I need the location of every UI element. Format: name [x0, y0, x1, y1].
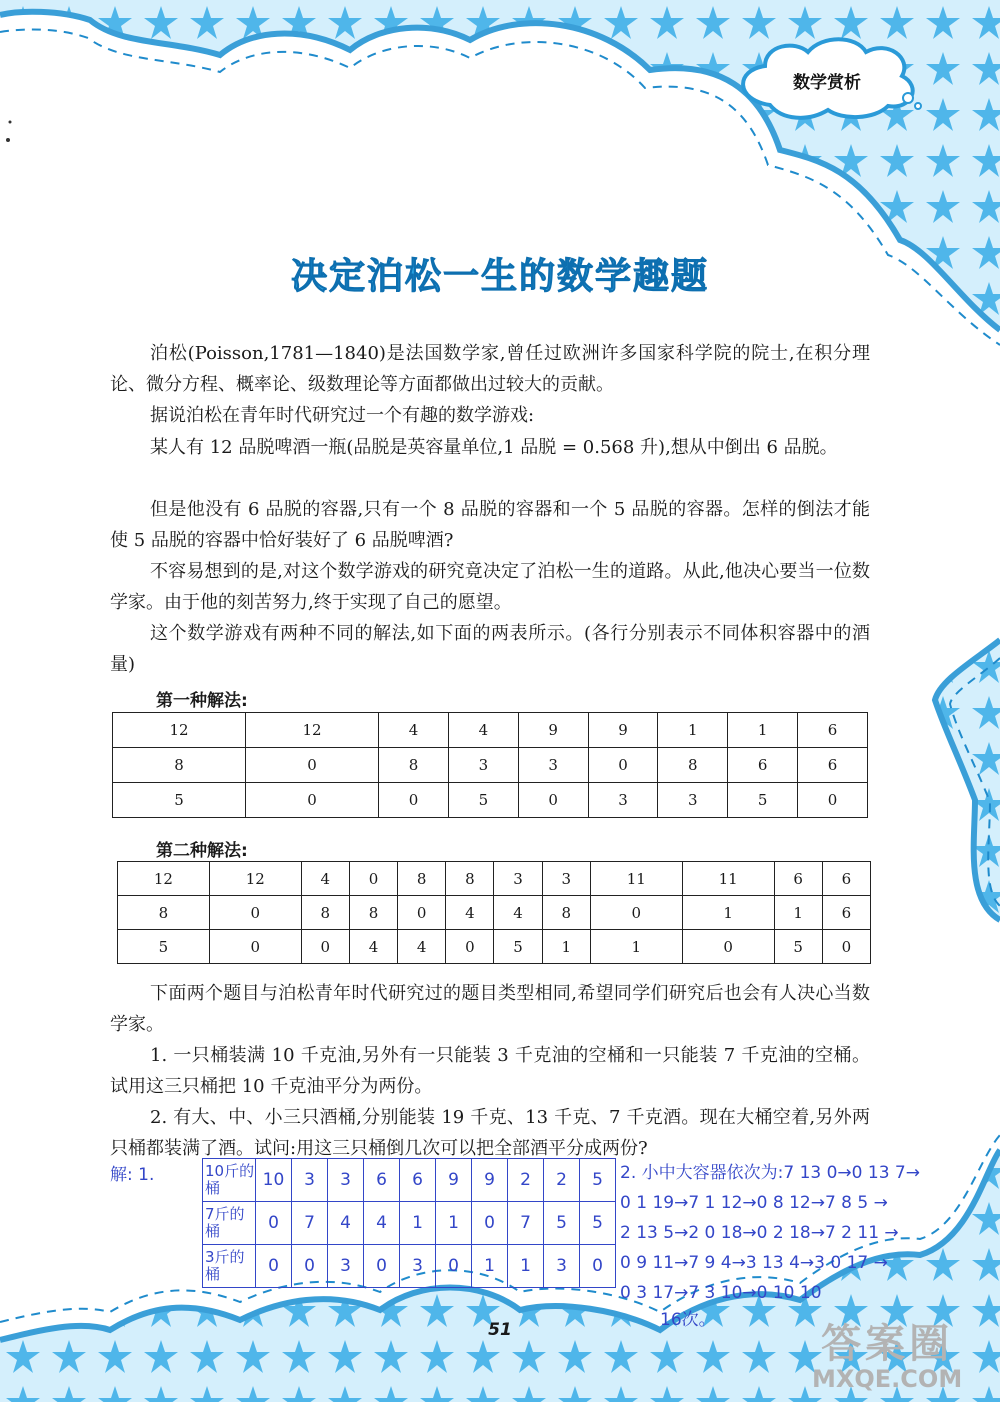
answer-line: 0 3 17→7 3 10→0 10 10 — [620, 1283, 822, 1303]
table-cell: 0 — [209, 896, 301, 930]
problem-2: 2. 有大、中、小三只酒桶,分别能装 19 千克、13 千克、7 千克酒。现在大桶空着,另外两只桶都装满了酒。试问:用这三只桶倒几次可以把全部酒平分成两份? — [110, 1107, 870, 1159]
answer-row-head: 3斤的桶 — [203, 1245, 256, 1288]
table-cell: 1 — [436, 1202, 472, 1245]
table-cell: 5 — [448, 783, 518, 818]
table-cell: 1 — [774, 896, 822, 930]
table-cell: 8 — [349, 896, 397, 930]
table-cell: 2 — [508, 1159, 544, 1202]
table-cell: 4 — [349, 930, 397, 964]
table-cell: 3 — [544, 1245, 580, 1288]
table-cell: 3 — [448, 748, 518, 783]
answer-table — [202, 1158, 616, 1288]
table-cell: 12 — [118, 862, 210, 896]
table-cell: 4 — [379, 713, 449, 748]
answer-line: 0 1 19→7 1 12→0 8 12→7 8 5 → — [620, 1193, 888, 1213]
table-cell: 7 — [508, 1202, 544, 1245]
table-cell: 2 — [544, 1159, 580, 1202]
table-row — [203, 1245, 616, 1288]
table-cell: 6 — [798, 713, 868, 748]
method2-label: 第二种解法: — [156, 841, 248, 861]
table-cell: 9 — [518, 713, 588, 748]
table-cell: 8 — [398, 862, 446, 896]
watermark-line1: 答案圈 — [821, 1321, 954, 1367]
table-cell: 6 — [774, 862, 822, 896]
method2-table — [117, 861, 871, 964]
table-cell: 1 — [508, 1245, 544, 1288]
table-row — [118, 896, 871, 930]
table-cell: 0 — [588, 748, 658, 783]
intro-paragraph-6: 这个数学游戏有两种不同的解法,如下面的两表所示。(各行分别表示不同体积容器中的酒量) — [110, 623, 870, 675]
answer-line: 0 9 11→7 9 4→3 13 4→3 0 17 → — [620, 1253, 888, 1273]
answer-line: 2. 小中大容器依次为:7 13 0→0 13 7→ — [620, 1163, 920, 1183]
table-cell: 0 — [379, 783, 449, 818]
table-row — [203, 1202, 616, 1245]
table-cell: 0 — [256, 1202, 292, 1245]
table-cell: 6 — [822, 896, 870, 930]
table-cell: 6 — [400, 1159, 436, 1202]
table-cell: 3 — [400, 1245, 436, 1288]
watermark-line2: MXQE.COM — [812, 1365, 963, 1393]
answer-total: 16次。 — [660, 1310, 716, 1330]
method1-label: 第一种解法: — [156, 691, 248, 711]
problem-1: 1. 一只桶装满 10 千克油,另外有一只能装 3 千克油的空桶和一只能装 7 千克油的空桶。试用这三只桶把 10 千克油平分为两份。 — [110, 1045, 870, 1097]
table-row — [118, 930, 871, 964]
table-cell: 8 — [301, 896, 349, 930]
table-cell: 5 — [580, 1202, 616, 1245]
table-cell: 4 — [328, 1202, 364, 1245]
table-cell: 0 — [246, 748, 379, 783]
page-title: 决定泊松一生的数学趣题 — [290, 256, 709, 297]
intro-paragraph-5: 不容易想到的是,对这个数学游戏的研究竟决定了泊松一生的道路。从此,他决心要当一位数学家。由于他的刻苦努力,终于实现了自己的愿望。 — [110, 561, 870, 613]
table-cell: 3 — [328, 1159, 364, 1202]
page-number: 51 — [488, 1320, 512, 1340]
answer-row-head: 7斤的桶 — [203, 1202, 256, 1245]
table-cell: 3 — [588, 783, 658, 818]
table-cell: 0 — [209, 930, 301, 964]
table-cell: 0 — [301, 930, 349, 964]
intro-paragraph-2: 据说泊松在青年时代研究过一个有趣的数学游戏: — [150, 405, 535, 426]
problem-intro: 下面两个题目与泊松青年时代研究过的题目类型相同,希望同学们研究后也会有人决心当数学家。 — [110, 983, 870, 1035]
table-cell: 0 — [364, 1245, 400, 1288]
intro-paragraph-3: 某人有 12 品脱啤酒一瓶(品脱是英容量单位,1 品脱 = 0.568 升),想从中倒出 6 品脱。 — [150, 437, 838, 458]
table-cell: 12 — [113, 713, 246, 748]
table-cell: 0 — [246, 783, 379, 818]
table-row — [113, 713, 868, 748]
table-row — [203, 1159, 616, 1202]
table-cell: 3 — [658, 783, 728, 818]
table-cell: 4 — [494, 896, 542, 930]
method1-table — [112, 712, 868, 818]
table-cell: 5 — [774, 930, 822, 964]
table-cell: 4 — [446, 896, 494, 930]
table-cell: 11 — [682, 862, 774, 896]
table-cell: 8 — [113, 748, 246, 783]
table-cell: 0 — [798, 783, 868, 818]
table-cell: 3 — [494, 862, 542, 896]
table-cell: 1 — [400, 1202, 436, 1245]
table-cell: 5 — [728, 783, 798, 818]
answer-part2 — [620, 1158, 1000, 1308]
table-cell: 8 — [118, 896, 210, 930]
answer-row-head: 10斤的桶 — [203, 1159, 256, 1202]
table-cell: 0 — [682, 930, 774, 964]
table-cell: 5 — [544, 1202, 580, 1245]
table-cell: 1 — [472, 1245, 508, 1288]
watermark — [812, 1312, 962, 1393]
table-cell: 7 — [292, 1202, 328, 1245]
table-cell: 8 — [379, 748, 449, 783]
table-cell: 8 — [542, 896, 590, 930]
table-cell: 1 — [542, 930, 590, 964]
table-cell: 9 — [436, 1159, 472, 1202]
answer-label: 解: 1. — [110, 1165, 155, 1185]
table-cell: 6 — [798, 748, 868, 783]
table-cell: 12 — [246, 713, 379, 748]
table-cell: 0 — [472, 1202, 508, 1245]
table-cell: 11 — [590, 862, 682, 896]
table-cell: 0 — [822, 930, 870, 964]
table-row — [113, 783, 868, 818]
table-cell: 3 — [542, 862, 590, 896]
table-cell: 9 — [588, 713, 658, 748]
table-cell: 9 — [472, 1159, 508, 1202]
table-cell: 0 — [398, 896, 446, 930]
table-cell: 1 — [590, 930, 682, 964]
table-cell: 0 — [349, 862, 397, 896]
table-cell: 0 — [436, 1245, 472, 1288]
table-cell: 4 — [364, 1202, 400, 1245]
table-cell: 1 — [682, 896, 774, 930]
table-cell: 5 — [494, 930, 542, 964]
table-cell: 3 — [518, 748, 588, 783]
table-cell: 1 — [728, 713, 798, 748]
section-badge: 数学赏析 — [793, 72, 861, 93]
table-cell: 3 — [328, 1245, 364, 1288]
table-cell: 6 — [364, 1159, 400, 1202]
table-cell: 4 — [301, 862, 349, 896]
table-cell: 3 — [292, 1159, 328, 1202]
table-cell: 6 — [728, 748, 798, 783]
table-cell: 5 — [580, 1159, 616, 1202]
table-cell: 0 — [518, 783, 588, 818]
answer-line: 2 13 5→2 0 18→0 2 18→7 2 11 → — [620, 1223, 899, 1243]
table-row — [113, 748, 868, 783]
table-cell: 0 — [292, 1245, 328, 1288]
table-cell: 8 — [446, 862, 494, 896]
table-cell: 0 — [590, 896, 682, 930]
table-cell: 5 — [113, 783, 246, 818]
table-cell: 0 — [446, 930, 494, 964]
table-cell: 4 — [448, 713, 518, 748]
intro-paragraph-1: 泊松(Poisson,1781—1840)是法国数学家,曾任过欧洲许多国家科学院的院士,在积分理论、微分方程、概率论、级数理论等方面都做出过较大的贡献。 — [110, 343, 870, 395]
table-cell: 0 — [256, 1245, 292, 1288]
table-cell: 8 — [658, 748, 728, 783]
table-row — [118, 862, 871, 896]
table-cell: 4 — [398, 930, 446, 964]
table-cell: 6 — [822, 862, 870, 896]
table-cell: 12 — [209, 862, 301, 896]
table-cell: 1 — [658, 713, 728, 748]
table-cell: 5 — [118, 930, 210, 964]
intro-paragraph-4: 但是他没有 6 品脱的容器,只有一个 8 品脱的容器和一个 5 品脱的容器。怎样的倒法才能使 5 品脱的容器中恰好装好了 6 品脱啤酒? — [110, 499, 870, 551]
table-cell: 0 — [580, 1245, 616, 1288]
table-cell: 10 — [256, 1159, 292, 1202]
